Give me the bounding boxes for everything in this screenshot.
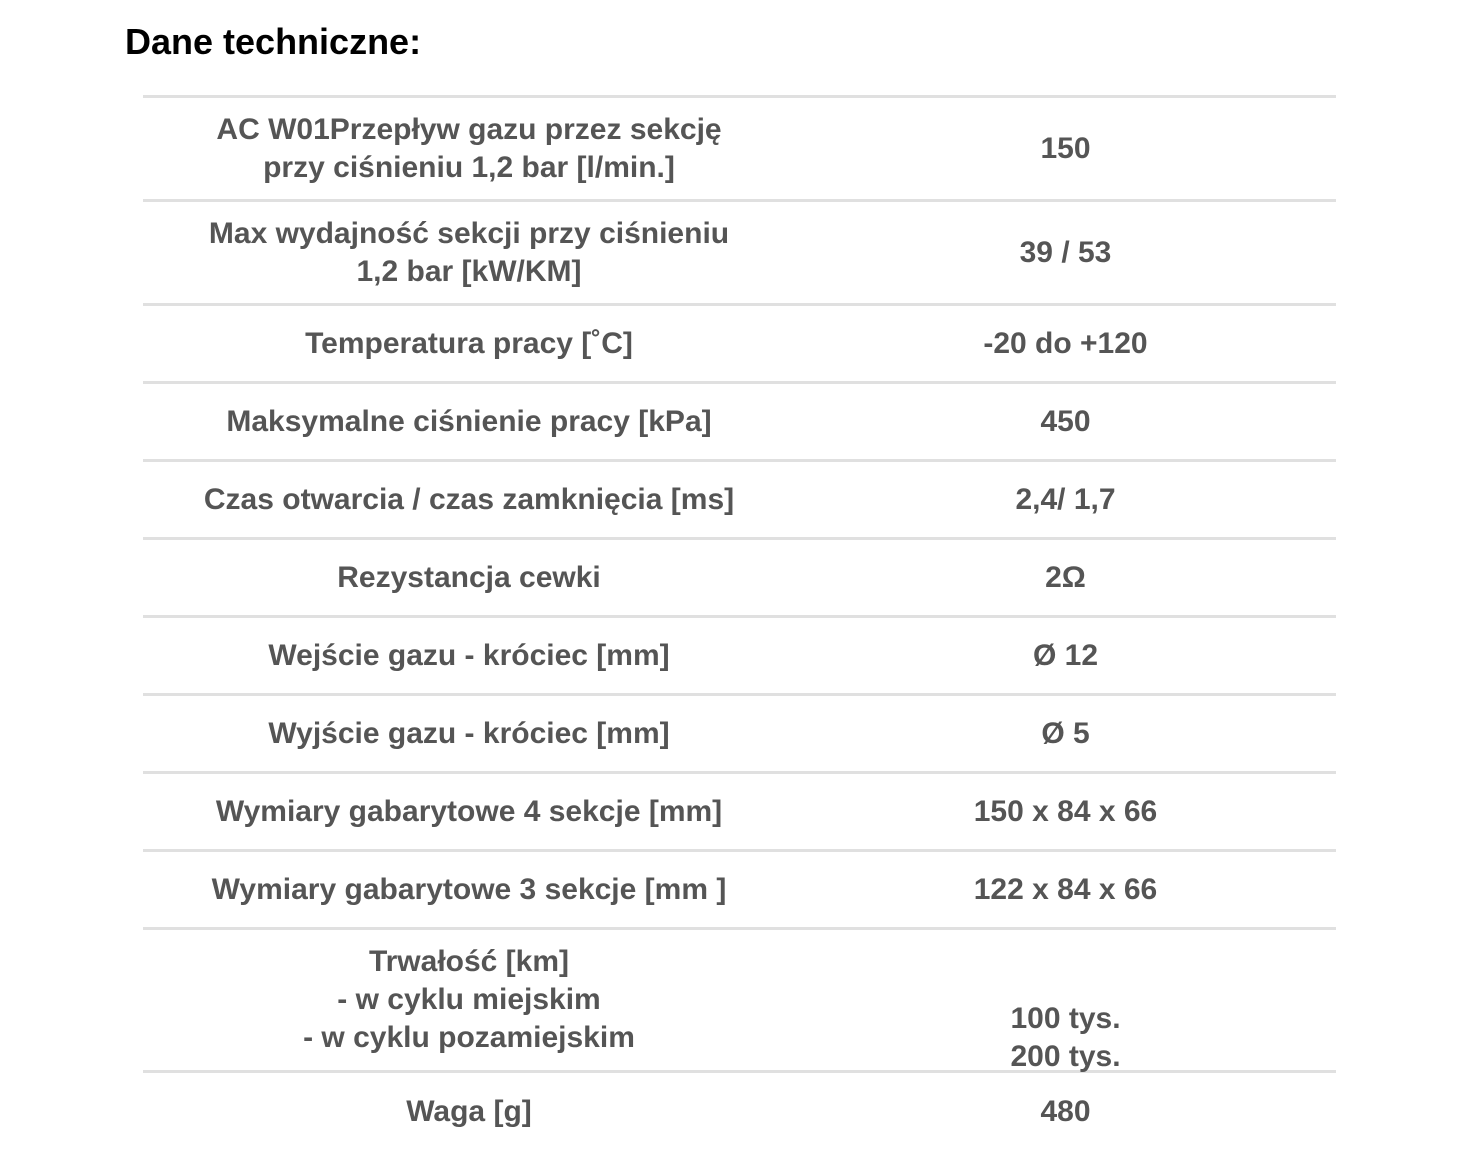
row-value: Ø 5: [1041, 716, 1090, 750]
table-row: [143, 202, 1336, 306]
row-value: 150 x 84 x 66: [973, 794, 1158, 828]
row-label: Wymiary gabarytowe 3 sekcje [mm ]: [211, 872, 727, 906]
row-value: Ø 12: [1032, 638, 1099, 672]
table-row: [143, 306, 1336, 384]
table-row: [143, 696, 1336, 774]
table-row: [143, 540, 1336, 618]
row-value: 150: [1040, 131, 1091, 165]
row-value: 39 / 53: [1019, 235, 1112, 269]
row-value: 2Ω: [1045, 560, 1086, 594]
spec-table: [143, 95, 1336, 1151]
row-label: Maksymalne ciśnienie pracy [kPa]: [226, 404, 712, 438]
row-label: Temperatura pracy [˚C]: [305, 326, 633, 360]
row-label: Trwałość [km] - w cyklu miejskim - w cyklu pozamiejskim: [303, 945, 635, 1054]
table-row: [143, 618, 1336, 696]
table-row: [143, 98, 1336, 202]
row-value: 2,4/ 1,7: [1015, 482, 1116, 516]
row-label: Rezystancja cewki: [337, 560, 601, 594]
table-row: [143, 774, 1336, 852]
row-value: -20 do +120: [983, 326, 1148, 360]
row-label: Waga [g]: [406, 1095, 532, 1128]
table-row: [143, 1073, 1336, 1151]
row-label: Czas otwarcia / czas zamknięcia [ms]: [203, 482, 735, 516]
row-value: 450: [1040, 404, 1091, 438]
row-value: 480: [1040, 1095, 1091, 1128]
table-row: [143, 852, 1336, 930]
row-label: AC W01Przepływ gazu przez sekcję przy ciśnieniu 1,2 bar [l/min.]: [216, 112, 722, 184]
row-label: Max wydajność sekcji przy ciśnieniu 1,2 bar [kW/KM]: [208, 216, 730, 288]
row-label: Wyjście gazu - króciec [mm]: [268, 716, 670, 750]
table-row: [143, 930, 1336, 1073]
row-label: Wejście gazu - króciec [mm]: [268, 638, 670, 672]
page-title: Dane techniczne:: [125, 21, 422, 62]
row-value: 122 x 84 x 66: [973, 872, 1158, 906]
table-row: [143, 462, 1336, 540]
row-label: Wymiary gabarytowe 4 sekcje [mm]: [215, 794, 723, 828]
row-value: 100 tys. 200 tys.: [1010, 1002, 1121, 1073]
table-row: [143, 384, 1336, 462]
